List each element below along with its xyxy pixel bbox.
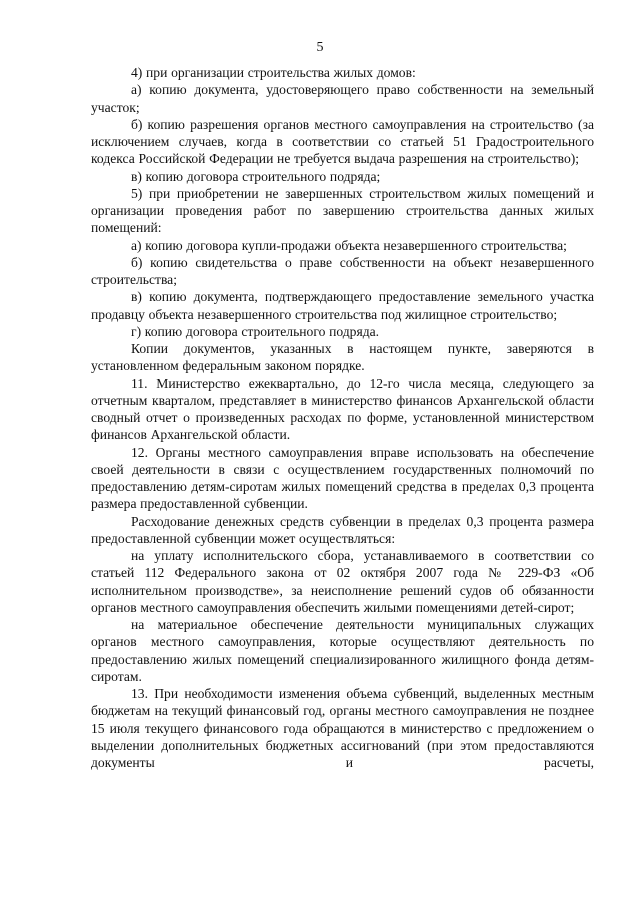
paragraph-5-intro: 5) при приобретении не завершенных строительством жилых помещений и организации проведения работ по завершению строительства данных жилых помещений:	[91, 185, 594, 236]
paragraph-5v: в) копию документа, подтверждающего предоставление земельного участка продавцу объекта незавершенного строительства под жилищное строительство;	[91, 289, 594, 322]
paragraph-spending-fee: на уплату исполнительского сбора, устанавливаемого в соответствии со статьей 112 Федерального закона от 02 октября 2007 года № 229-ФЗ «Об исполнительном производстве», за неисполнение решений судов об обязанности органов местного самоуправления обеспечить жилыми помещениями детей-сирот;	[91, 548, 594, 615]
document-body	[91, 64, 594, 771]
paragraph-4b: б) копию разрешения органов местного самоуправления на строительство (за исключением случаев, когда в соответствии со статьей 51 Градостроительного кодекса Российской Федерации не требуется выдача разрешения на строительство);	[91, 116, 594, 167]
paragraph-11: 11. Министерство ежеквартально, до 12-го числа месяца, следующего за отчетным кварталом, представляет в министерство финансов Архангельской области сводный отчет о произведенных расходах по форме, установленной министерством финансов Архангельской области.	[91, 375, 594, 443]
page-number: 5	[316, 40, 324, 55]
paragraph-5g: г) копию договора строительного подряда.	[131, 323, 380, 339]
paragraph-spending-intro: Расходование денежных средств субвенции в пределах 0,3 процента размера предоставленной субвенции может осуществляться:	[91, 513, 594, 546]
paragraph-4v: в) копию договора строительного подряда;	[131, 168, 381, 184]
paragraph-4a: а) копию документа, удостоверяющего право собственности на земельный участок;	[91, 82, 594, 115]
paragraph-spending-material: на материальное обеспечение деятельности муниципальных служащих органов местного самоуправления, которые осуществляют деятельность по предоставлению жилых помещений специализированного жилищного фонда детям-сиротам.	[91, 617, 594, 684]
paragraph-5a: а) копию договора купли-продажи объекта незавершенного строительства;	[131, 237, 567, 253]
paragraph-copies: Копии документов, указанных в настоящем пункте, заверяются в установленном федеральным законом порядке.	[91, 341, 594, 374]
paragraph-13: 13. При необходимости изменения объема субвенций, выделенных местным бюджетам на текущий финансовый год, органы местного самоуправления не позднее 15 июля текущего финансового года обращаются в министерство с предложением о выделении дополнительных бюджетных ассигнований (при этом предоставляются документы и расчеты,	[91, 686, 594, 770]
paragraph-5b: б) копию свидетельства о праве собственности на объект незавершенного строительства;	[91, 254, 594, 287]
paragraph-12: 12. Органы местного самоуправления вправе использовать на обеспечение своей деятельности в связи с осуществлением государственных полномочий по предоставлению детям-сиротам жилых помещений средства в пределах 0,3 процента размера предоставленной субвенции.	[91, 444, 594, 512]
paragraph-4-intro: 4) при организации строительства жилых домов:	[131, 65, 416, 80]
